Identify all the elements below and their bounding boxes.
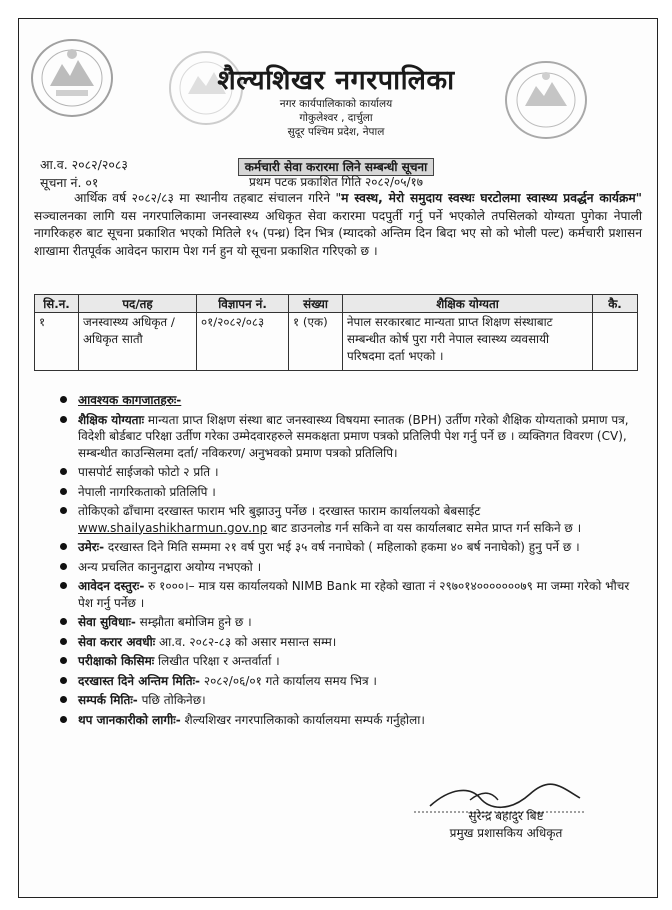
bullet-icon xyxy=(60,416,67,423)
bullet-icon xyxy=(60,638,67,645)
office-address: गोकुलेश्वर , दार्चुला xyxy=(299,112,373,124)
item-text: दरखास्त दिने मिति सम्ममा २१ वर्ष पुरा भई ३५ वर्ष ननाघेको ( महिलाको हकमा ४० बर्ष ननाघेको) हुनु पर्ने छ । xyxy=(104,540,580,554)
notice-title: कर्मचारी सेवा करारमा लिने सम्बन्धी सूचना xyxy=(238,158,434,176)
item-label: शैक्षिक योग्यताः xyxy=(78,412,145,427)
intro-paragraph xyxy=(34,190,642,260)
program-name: म स्वस्थ, मेरो समुदाय स्वस्थः घरटोलमा स्वास्थ्य प्रवर्द्धन कार्यक्रम" xyxy=(341,191,642,205)
list-item xyxy=(58,503,642,520)
first-published-date: प्रथम पटक प्रकाशित गिति २०८२/०५/१७ xyxy=(248,175,424,189)
bullet-icon xyxy=(60,507,67,514)
col-serial: सि.न. xyxy=(35,295,79,313)
bullet-icon xyxy=(60,396,67,403)
item-text: रु १०००।– मात्र यस कार्यालयको NIMB Bank मा रहेको खाता नं २९७०१४०००००००७९ मा जम्मा गरेको भौचर पेश गर्नु पर्नेछ । xyxy=(78,579,630,610)
bullet-icon xyxy=(60,488,67,495)
item-label: उमेरः- xyxy=(78,540,105,554)
list-item xyxy=(58,653,642,670)
table-header-row xyxy=(35,295,638,313)
item-text: शैल्यशिखर नगरपालिकाको कार्यालयमा सम्पर्क गर्नुहोला। xyxy=(180,712,425,727)
list-item xyxy=(58,539,642,556)
list-item xyxy=(58,578,642,611)
website-link[interactable]: www.shailyashikharmun.gov.np xyxy=(78,520,268,535)
cell-serial: १ xyxy=(35,313,79,371)
list-item xyxy=(58,412,642,462)
bullet-icon xyxy=(60,696,67,703)
office-name: नगर कार्यपालिकाको कार्यालय xyxy=(279,98,393,110)
list-item xyxy=(58,484,642,501)
item-text: अन्य प्रचलित कानुनद्वारा अयोग्य नभएको । xyxy=(78,559,262,574)
col-count: संख्या xyxy=(289,295,343,313)
signatory-name: सुरेन्द्र बहादुर बिष्ट xyxy=(468,809,544,823)
col-post: पद/तह xyxy=(79,295,197,313)
item-text: लिखीत परिक्षा र अन्तर्वार्ता । xyxy=(154,654,280,668)
item-text: सम्झौता बमोजिम हुने छ । xyxy=(135,615,252,629)
item-text: पछि तोकिनेछ। xyxy=(137,693,206,707)
docs-heading-text: आवश्यक कागजातहरुः- xyxy=(78,393,182,407)
item-label: आवेदन दस्तुरः- xyxy=(78,579,145,593)
bullet-icon xyxy=(60,716,67,723)
item-text: २०८२/०६/०१ गते कार्यालय समय भित्र । xyxy=(200,673,377,688)
item-text: नेपाली नागरिकताको प्रतिलिपि । xyxy=(78,484,216,499)
col-ad-no: विज्ञापन नं. xyxy=(197,295,289,313)
cell-post: जनस्वास्थ्य अधिकृत / अधिकृत सातौ xyxy=(79,313,197,371)
item-label: सेवा करार अवधीः xyxy=(78,634,156,649)
intro-text-2: सञ्चालनका लागि यस नगरपालिकामा जनस्वास्थ्य अधिकृत सेवा करारमा पदपुर्ती गर्नु पर्ने भएकोले तपसिलको योग्यता पुगेका नेपाली नागरिकहरु बाट सूचना प्रकाशित भएको मितिले १५ (पन्ध्र) दिन भित्र (म्यादको अन्तिम दिन बिदा भए सो को भोली पल्ट) कर्मचारी प्रशासन शाखामा रीतपूर्वक आवेदन फाराम पेश गर्न हुन यो सूचना प्रकाशित गरिएको छ । xyxy=(34,208,642,258)
item-label: थप जानकारीको लागीः- xyxy=(78,712,181,727)
vacancy-table xyxy=(34,294,638,371)
item-label: सम्पर्क मितिः- xyxy=(78,693,138,707)
fiscal-year: आ.व. २०८२/२०८३ xyxy=(40,157,128,172)
docs-heading xyxy=(58,392,642,409)
province-line: सुदूर पश्चिम प्रदेश, नेपाल xyxy=(287,126,385,138)
required-documents xyxy=(58,392,642,731)
cell-remarks xyxy=(593,313,638,371)
item-text: आ.व. २०८२-८३ को असार मसान्त सम्म। xyxy=(155,634,337,649)
item-text: मान्यता प्राप्त शिक्षण संस्था बाट जनस्वास्थ्य विषयमा स्नातक (BPH) उर्तीण गरेको शैक्षिक योग्यताको प्रमाण पत्र, विदेशी बोर्डबाट परिक्षा उर्तीण गरेका उम्मेदवारहरुले समकक्षता प्रमाण पत्रको प्रतिलिपी पेश गर्नु पर्ने छ । व्यक्तिगत विवरण (CV), सम्बन्धीत काउन्सिलमा दर्ता/ नविकरण/ अनुभवको प्रमाण पत्रको प्रतिलिपि। xyxy=(78,412,629,460)
signatory-designation: प्रमुख प्रशासकिय अधिकृत xyxy=(449,826,563,840)
letterhead xyxy=(0,60,672,139)
list-item xyxy=(58,634,642,651)
bullet-icon xyxy=(60,582,67,589)
item-text: तोकिएको ढाँचामा दरखास्त फाराम भरि बुझाउनु पर्नेछ । दरखास्त फाराम कार्यालयको बेबसाईट xyxy=(78,504,481,518)
cell-count: १ (एक) xyxy=(289,313,343,371)
bullet-icon xyxy=(60,563,67,570)
notice-number: सूचना नं. ०१ xyxy=(40,175,99,190)
bullet-icon xyxy=(60,543,67,550)
item-label: दरखास्त दिने अन्तिम मितिः- xyxy=(78,673,201,688)
col-remarks: कै. xyxy=(593,295,638,313)
bullet-icon xyxy=(60,657,67,664)
list-item xyxy=(58,673,642,690)
list-item xyxy=(58,464,642,481)
bullet-icon xyxy=(60,468,67,475)
list-item-continued xyxy=(58,520,642,537)
bullet-icon xyxy=(60,677,67,684)
col-qualification: शैक्षिक योग्यता xyxy=(343,295,593,313)
item-label: परीक्षाको किसिमः xyxy=(78,654,155,668)
cell-ad-no: ०१/२०८२/०८३ xyxy=(197,313,289,371)
item-label: सेवा सुविधाः- xyxy=(78,615,136,629)
bullet-icon xyxy=(60,618,67,625)
list-item xyxy=(58,614,642,631)
item-text: बाट डाउनलोड गर्न सकिने वा यस कार्यालबाट समेत प्राप्त गर्न सकिने छ । xyxy=(267,520,582,535)
intro-text-1: आर्थिक वर्ष २०८२/८३ मा स्थानीय तहबाट संचालन गरिने " xyxy=(74,191,342,205)
item-text: पासपोर्ट साईजको फोटो २ प्रति । xyxy=(78,465,219,479)
list-item xyxy=(58,692,642,709)
list-item xyxy=(58,559,642,576)
signatory-block xyxy=(396,808,616,842)
org-name: शैल्यशिखर नगरपालिका xyxy=(217,65,455,96)
list-item xyxy=(58,712,642,729)
cell-qualification: नेपाल सरकारबाट मान्यता प्राप्त शिक्षण संस्थाबाट सम्बन्धीत कोर्ष पुरा गरी नेपाल स्वास्थ्य व्यवसायी परिषदमा दर्ता भएको । xyxy=(343,313,593,371)
table-row xyxy=(35,313,638,371)
